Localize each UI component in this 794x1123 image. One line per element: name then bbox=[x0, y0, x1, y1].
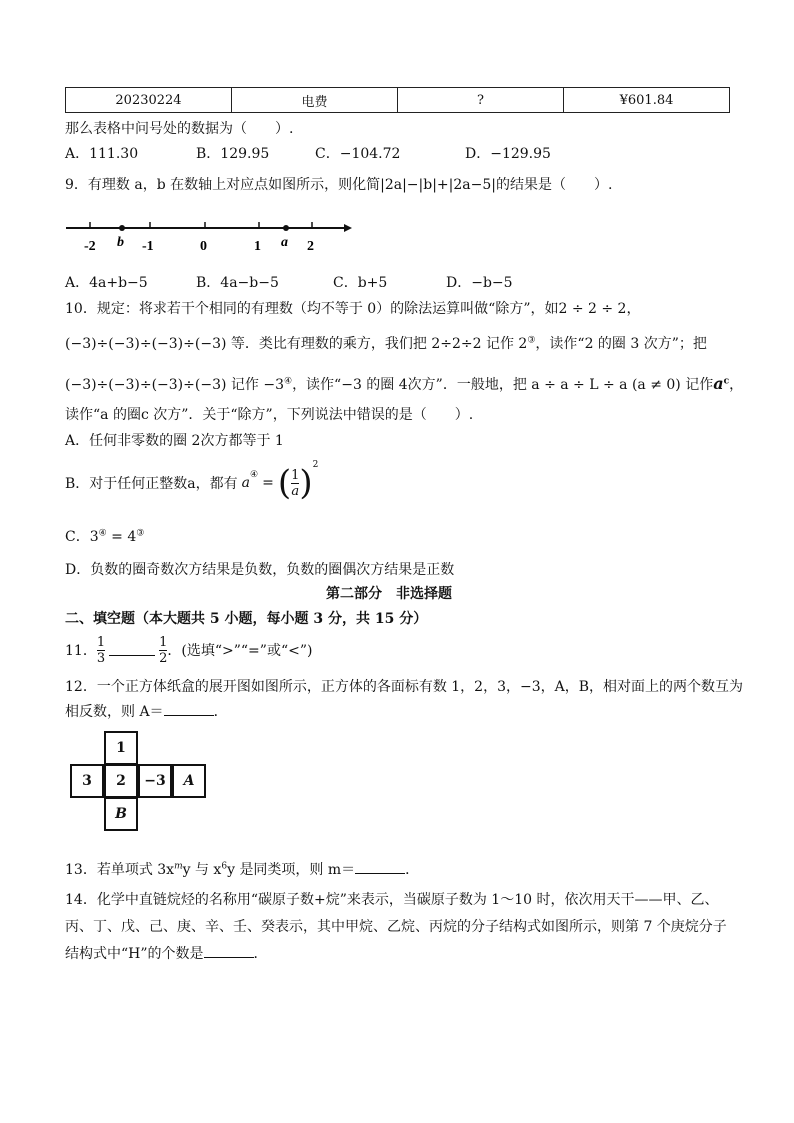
q10-option-b-eq: = bbox=[262, 475, 274, 491]
q11-f2-den: 2 bbox=[159, 650, 168, 666]
q10-option-c-text: C．3 bbox=[65, 529, 99, 545]
table-cell-date: 20230224 bbox=[66, 88, 232, 113]
q11 bbox=[65, 630, 312, 670]
q10-option-b-lparen: ( bbox=[277, 463, 292, 503]
q10-line3 bbox=[65, 374, 743, 394]
q10-option-b-num: 1 bbox=[291, 467, 300, 483]
q10-option-c-sup: ④ bbox=[98, 528, 107, 539]
q10-option-b-text: B．对于任何正整数a，都有 bbox=[65, 476, 238, 492]
q10-option-b-den: a bbox=[291, 483, 300, 499]
q9-stem: 9．有理数 a，b 在数轴上对应点如图所示，则化简|2a|−|b|+|2a−5|的结果是（ ）. bbox=[65, 177, 613, 193]
q9-option-c: C．b+5 bbox=[333, 275, 388, 291]
q10-option-b bbox=[65, 458, 318, 508]
q8-stem: 那么表格中问号处的数据为（ ）. bbox=[65, 121, 294, 137]
part2-title: 第二部分 非选择题 bbox=[326, 586, 452, 602]
q10-option-b-exp: 2 bbox=[312, 460, 319, 470]
cube-face-neg3: −3 bbox=[138, 764, 172, 798]
label-neg1: -1 bbox=[142, 239, 154, 254]
table-cell-item: 电费 bbox=[232, 88, 398, 113]
number-line-arrow bbox=[344, 224, 352, 232]
q14-line1: 14．化学中直链烷烃的名称用“碳原子数+烷”来表示，当碳原子数为 1～10 时，依次用天干——甲、乙、 bbox=[65, 892, 719, 908]
cube-face-b: B bbox=[104, 797, 138, 831]
q14-answer-blank[interactable] bbox=[204, 957, 254, 958]
q9-option-a: A．4a+b−5 bbox=[65, 275, 148, 291]
q10-option-a: A．任何非零数的圈 2次方都等于 1 bbox=[65, 433, 284, 449]
q13-end: ． bbox=[405, 862, 420, 878]
q10-line3-c: ， bbox=[729, 377, 744, 393]
q10-option-c-mid: = 4 bbox=[106, 529, 137, 545]
q13-part-a: 13．若单项式 3x bbox=[65, 862, 175, 878]
q13 bbox=[65, 859, 419, 879]
q14-line3 bbox=[65, 943, 268, 963]
q11-num: 11． bbox=[65, 643, 97, 659]
q10-line4: 读作“a 的圈c 次方”．关于“除方”，下列说法中错误的是（ ）. bbox=[65, 407, 474, 423]
q12-line2-text: 相反数，则 A＝ bbox=[65, 704, 164, 720]
q14-end: ． bbox=[253, 946, 268, 962]
q10-option-b-lhs-sup: ④ bbox=[250, 470, 259, 480]
cube-face-1: 1 bbox=[104, 731, 138, 765]
q10-line2-a: (−3)÷(−3)÷(−3)÷(−3) 等．类比有理数的乘方，我们把 2÷2÷2 记作 2 bbox=[65, 336, 528, 352]
q10-option-b-lhs: a bbox=[241, 475, 250, 491]
q14-line3-text: 结构式中“H”的个数是 bbox=[65, 946, 204, 962]
cube-face-2: 2 bbox=[104, 764, 138, 798]
q8-option-d: D．−129.95 bbox=[465, 146, 551, 162]
q11-tail: ．(选填“>”“=”或“<”) bbox=[167, 643, 313, 659]
section-heading: 二、填空题（本大题共 5 小题，每小题 3 分，共 15 分） bbox=[65, 611, 428, 627]
label-2: 2 bbox=[307, 239, 314, 254]
q8-option-c: C．−104.72 bbox=[315, 146, 401, 162]
q12-end: ． bbox=[213, 704, 228, 720]
label-a: a bbox=[281, 235, 288, 250]
q10-option-b-rparen: ) bbox=[299, 463, 313, 503]
q13-sup-m: m bbox=[174, 861, 183, 872]
q13-answer-blank[interactable] bbox=[355, 873, 405, 874]
q12-answer-blank[interactable] bbox=[164, 715, 214, 716]
label-b: b bbox=[117, 235, 124, 250]
q8-option-b: B．129.95 bbox=[196, 146, 270, 162]
q13-sup-6: 6 bbox=[221, 861, 228, 872]
q11-answer-blank[interactable] bbox=[109, 655, 155, 656]
q10-line3-a: (−3)÷(−3)÷(−3)÷(−3) 记作 −3 bbox=[65, 377, 284, 393]
q13-part-c: y 是同类项，则 m＝ bbox=[227, 862, 356, 878]
table-cell-unknown: ? bbox=[398, 88, 564, 113]
q11-f1-den: 3 bbox=[96, 650, 106, 666]
label-0: 0 bbox=[200, 239, 207, 254]
q14-line2: 丙、丁、戊、己、庚、辛、壬、癸表示，其中甲烷、乙烷、丙烷的分子结构式如图所示，则第 7 个庚烷分子 bbox=[65, 919, 727, 935]
data-table bbox=[65, 87, 730, 113]
q10-line3-sup2: c bbox=[723, 376, 730, 387]
q10-line3-sup: ④ bbox=[283, 376, 293, 387]
q11-fraction-1 bbox=[97, 635, 105, 666]
q13-part-b: y 与 x bbox=[182, 862, 222, 878]
cube-face-3: 3 bbox=[70, 764, 104, 798]
q10-option-c bbox=[65, 526, 144, 546]
point-a bbox=[283, 225, 289, 231]
q12-line1: 12．一个正方体纸盒的展开图如图所示，正方体的各面标有数 1，2，3，−3，A，B，相对面上的两个数互为 bbox=[65, 679, 744, 695]
table-cell-amount: ¥601.84 bbox=[564, 88, 730, 113]
q10-line2-b: ，读作“2 的圈 3 次方”；把 bbox=[535, 336, 707, 352]
q9-option-d: D．−b−5 bbox=[446, 275, 513, 291]
number-line-figure bbox=[62, 210, 352, 258]
q10-option-b-fraction bbox=[291, 468, 299, 499]
q9-option-b: B．4a−b−5 bbox=[196, 275, 279, 291]
q10-line2 bbox=[65, 333, 707, 353]
label-1: 1 bbox=[254, 239, 261, 254]
q10-line2-sup: ③ bbox=[527, 335, 536, 346]
label-neg2: -2 bbox=[84, 239, 96, 254]
q10-line3-symbol: a bbox=[713, 374, 724, 393]
q10-line1: 10．规定：将求若干个相同的有理数（均不等于 0）的除法运算叫做“除方”，如2 ÷ 2 ÷ 2， bbox=[65, 301, 641, 317]
q11-f2-num: 1 bbox=[159, 634, 168, 650]
q8-option-a: A．111.30 bbox=[65, 146, 139, 162]
cube-face-a: A bbox=[172, 764, 206, 798]
table-row bbox=[66, 88, 730, 113]
q10-option-c-sup2: ③ bbox=[136, 528, 145, 539]
point-b bbox=[119, 225, 125, 231]
q12-line2 bbox=[65, 701, 228, 721]
q11-fraction-2 bbox=[159, 635, 167, 666]
q10-option-d: D．负数的圈奇数次方结果是负数，负数的圈偶次方结果是正数 bbox=[65, 562, 455, 578]
q11-f1-num: 1 bbox=[96, 634, 106, 650]
q10-line3-b: ，读作“−3 的圈 4次方”．一般地，把 a ÷ a ÷ L ÷ a (a ≠ 0) 记作 bbox=[292, 377, 714, 393]
